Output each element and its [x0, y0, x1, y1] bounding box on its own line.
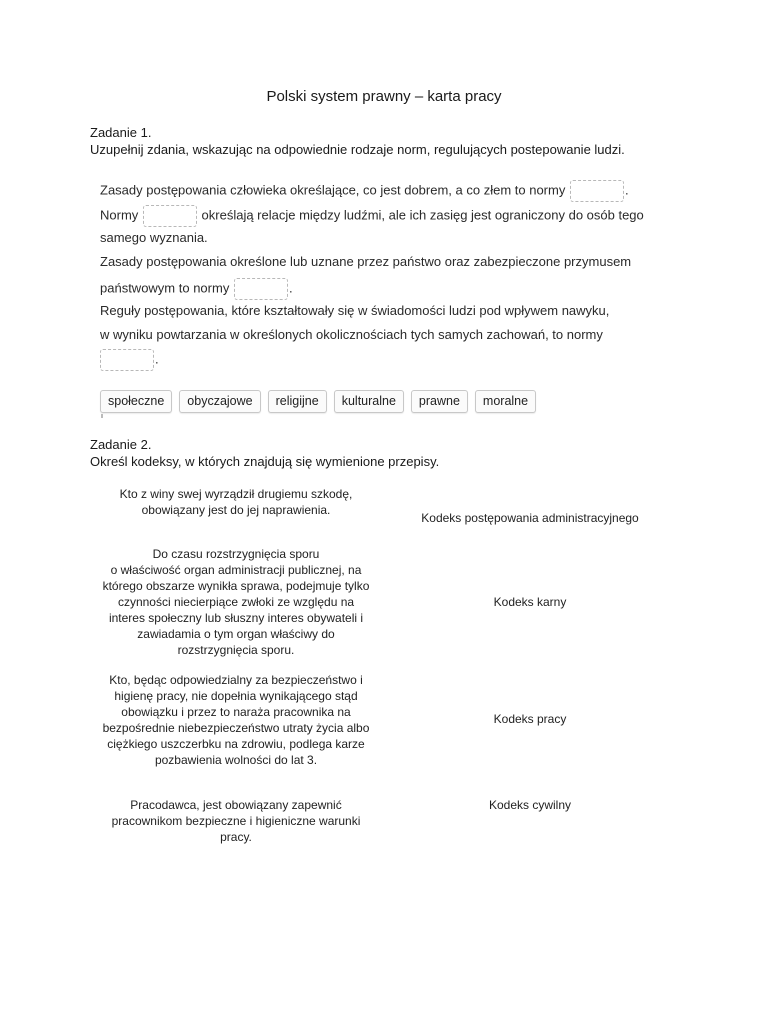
- drag-handle-mark: [101, 414, 103, 418]
- exercise-line-4: Zasady postępowania określone lub uznane przez państwo oraz zabezpieczone przymusem: [100, 254, 632, 269]
- exercise-line-5: [100, 278, 293, 300]
- provision-card-3[interactable]: Kto, będąc odpowiedzialny za bezpieczeństwo i higienę pracy, nie dopełnia wynikającego stąd obowiązku i przez to naraża pracownika na bezpośrednie niebezpieczeństwo utraty życia albo ciężkiego uszczerbku na zdrowiu, podlega karze pozbawienia wolności do lat 3.: [102, 673, 370, 767]
- provision-card-1[interactable]: Kto z winy swej wyrządził drugiemu szkodę, obowiązany jest do jej naprawienia.: [119, 487, 353, 517]
- word-bank: [100, 390, 536, 413]
- answer-blank-4[interactable]: [100, 349, 154, 371]
- line-text: określają relacje między ludźmi, ale ich zasięg jest ograniczony do osób tego: [201, 207, 644, 223]
- word-chip-religijne[interactable]: religijne: [268, 390, 327, 413]
- task1-heading: Zadanie 1.: [90, 125, 152, 140]
- line-text: .: [288, 280, 293, 296]
- exercise-line-8: [100, 349, 159, 371]
- word-chip-moralne[interactable]: moralne: [475, 390, 536, 413]
- line-text: Normy: [100, 207, 139, 223]
- code-card-1[interactable]: Kodeks postępowania administracyjnego: [421, 511, 639, 525]
- exercise-line-7: w wyniku powtarzania w określonych okolicznościach tych samych zachowań, to normy: [100, 327, 603, 342]
- exercise-line-1: [100, 180, 629, 202]
- page-title: Polski system prawny – karta pracy: [266, 88, 502, 105]
- task2-heading: Zadanie 2.: [90, 437, 152, 452]
- answer-blank-2[interactable]: [143, 205, 197, 227]
- provision-card-4[interactable]: Pracodawca, jest obowiązany zapewnić pracownikom bezpieczne i higieniczne warunki pracy.: [111, 798, 361, 844]
- code-card-2[interactable]: Kodeks karny: [493, 595, 567, 609]
- task2-instruction: Określ kodeksy, w których znajdują się wymienione przepisy.: [90, 454, 440, 469]
- code-card-4[interactable]: Kodeks cywilny: [488, 798, 572, 812]
- exercise-line-6: Reguły postępowania, które kształtowały się w świadomości ludzi pod wpływem nawyku,: [100, 303, 610, 318]
- word-chip-prawne[interactable]: prawne: [411, 390, 468, 413]
- code-card-3[interactable]: Kodeks pracy: [493, 712, 567, 726]
- word-chip-obyczajowe[interactable]: obyczajowe: [179, 390, 260, 413]
- line-text: .: [624, 182, 629, 198]
- word-chip-kulturalne[interactable]: kulturalne: [334, 390, 404, 413]
- task1-instruction: Uzupełnij zdania, wskazując na odpowiednie rodzaje norm, regulujących postepowanie ludzi.: [90, 142, 625, 157]
- line-text: państwowym to normy: [100, 280, 230, 296]
- exercise-line-2: [100, 205, 644, 227]
- line-text: .: [155, 351, 159, 367]
- answer-blank-1[interactable]: [570, 180, 624, 202]
- exercise-line-3: samego wyznania.: [100, 230, 208, 245]
- line-text: Zasady postępowania człowieka określające, co jest dobrem, a co złem to normy: [100, 182, 566, 198]
- provision-card-2[interactable]: Do czasu rozstrzygnięcia sporu o właściwość organ administracji publicznej, na którego obszarze wynikła sprawa, podejmuje tylko czynności niecierpiące zwłoki ze względu na interes społeczny lub słuszny interes obywateli i zawiadamia o tym organ właściwy do rozstrzygnięcia sporu.: [102, 547, 370, 657]
- answer-blank-3[interactable]: [234, 278, 288, 300]
- word-chip-spoleczne[interactable]: społeczne: [100, 390, 172, 413]
